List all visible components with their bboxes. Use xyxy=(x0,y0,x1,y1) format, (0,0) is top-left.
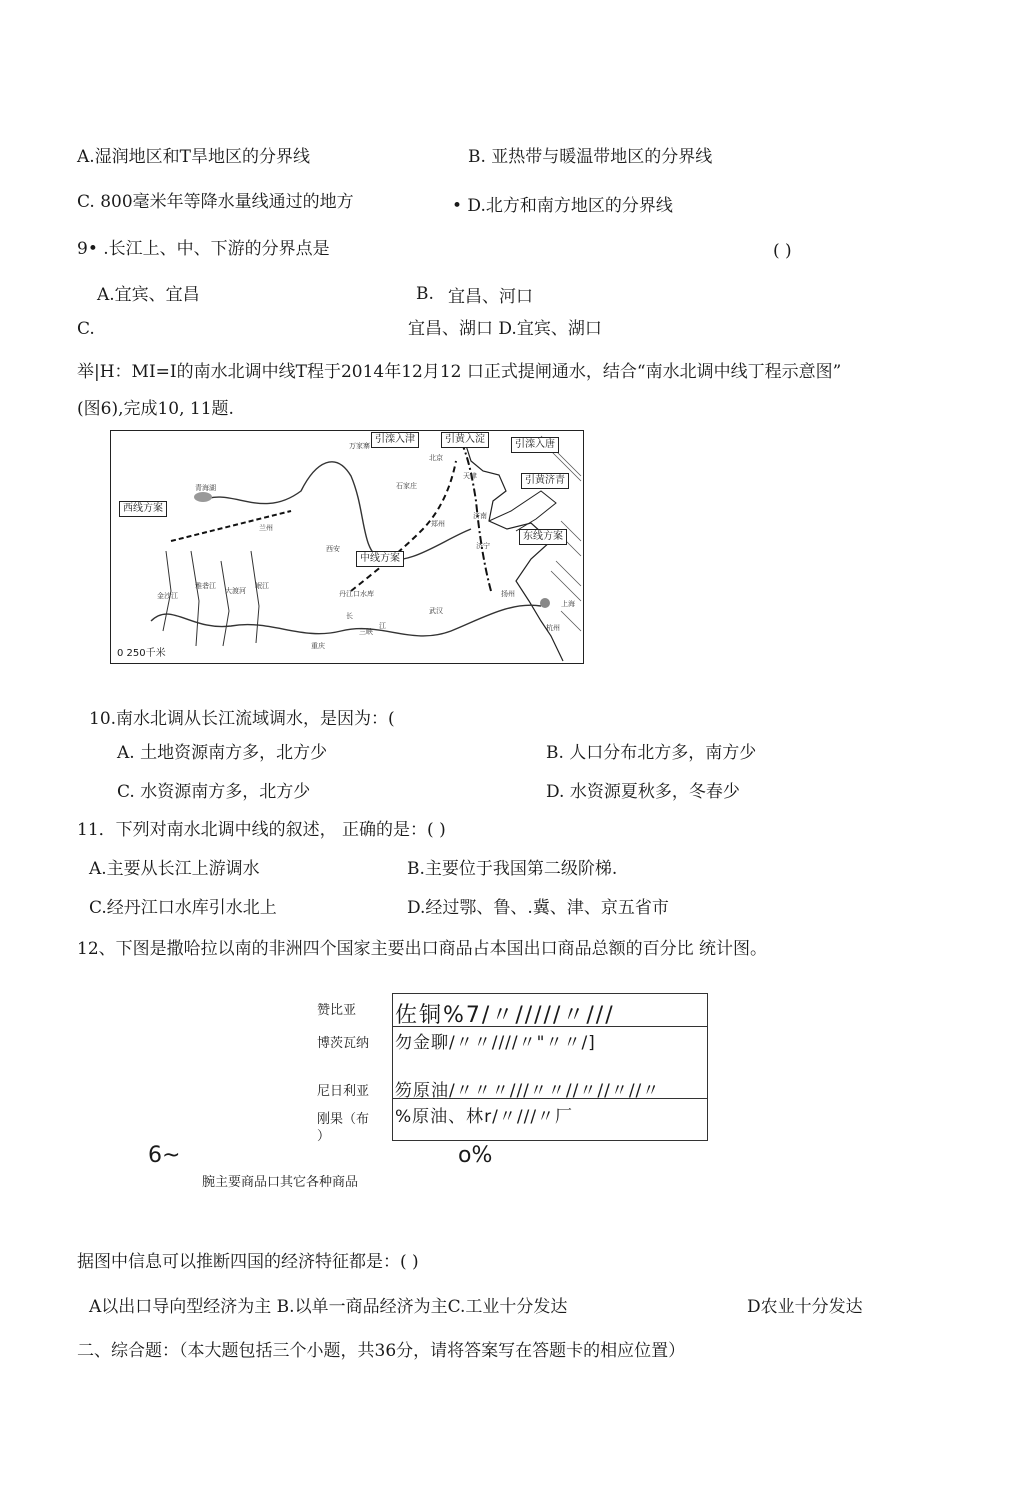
place-sanxia: 三峡 xyxy=(359,628,373,636)
place-hangzhou: 杭州 xyxy=(546,624,560,632)
intro-line-1: 举|H：MI=I的南水北调中线T程于2014年12月12 口正式提闸通水，结合“南水北调中线丁程示意图” xyxy=(77,362,842,382)
q9-option-b: 宜昌、河口 xyxy=(448,287,533,307)
bar-zambia: 佐铜%7/〃/////〃/// xyxy=(395,1003,615,1028)
place-dadu-river: 大渡河 xyxy=(225,587,246,595)
chart-legend: 腕主要商品口其它各种商品 xyxy=(202,1175,359,1190)
q10-option-a: A. 土地资源南方多，北方少 xyxy=(117,743,328,763)
place-shanghai: 上海 xyxy=(561,600,575,608)
place-jinsha-river: 金沙江 xyxy=(157,592,178,600)
place-zhengzhou: 郑州 xyxy=(431,520,445,528)
q11-option-b: B.主要位于我国第二级阶梯. xyxy=(407,859,618,879)
q9-answer-paren: ( ) xyxy=(773,241,792,261)
place-tianjin: 天津 xyxy=(463,472,477,480)
intro-line-2: (图6),完成10, 11题. xyxy=(77,399,234,419)
bar-congo: %原油、林r/〃///〃厂 xyxy=(395,1107,574,1127)
q10-option-b: B. 人口分布北方多，南方少 xyxy=(546,743,757,763)
place-yangzhou: 扬州 xyxy=(501,590,515,598)
q11-option-c: C.经丹江口水库引水北上 xyxy=(89,898,277,918)
q8-option-a: A.湿润地区和T旱地区的分界线 xyxy=(77,147,311,167)
q10-stem: 10.南水北调从长江流域调水，是因为：( xyxy=(89,709,395,729)
place-shijiazhuang: 石家庄 xyxy=(396,482,417,490)
category-label-nigeria: 尼日利亚 xyxy=(317,1084,370,1099)
place-lanzhou: 兰州 xyxy=(259,524,273,532)
category-label-botswana: 博茨瓦纳 xyxy=(317,1036,370,1051)
category-label-congo-line1: 刚果（布 xyxy=(317,1112,370,1127)
q9-option-c-label: C. xyxy=(77,319,95,339)
q8-option-b: B. 亚热带与暖温带地区的分界线 xyxy=(468,147,713,167)
south-north-water-map xyxy=(110,430,584,664)
q8-option-c: C. 800毫米年等降水量线通过的地方 xyxy=(77,192,354,212)
q12-option-d: D农业十分发达 xyxy=(747,1297,863,1317)
q12-stem: 12、下图是撒哈拉以南的非洲四个国家主要出口商品占本国出口商品总额的百分比 统计图。 xyxy=(77,939,768,959)
place-yalong-river: 雅砻江 xyxy=(195,582,216,590)
q10-option-c: C. 水资源南方多，北方少 xyxy=(117,782,311,802)
axis-label-right: o% xyxy=(458,1143,493,1168)
min-river xyxy=(251,551,259,643)
place-wanjiazhai: 万家寨 xyxy=(349,442,370,450)
place-danjiangkou: 丹江口水库 xyxy=(339,590,374,598)
place-qinghai-lake: 青海湖 xyxy=(195,484,216,492)
section-2-heading: 二、综合题：（本大题包括三个小题，共36分，请将答案写在答题卡的相应位置） xyxy=(77,1341,686,1361)
q9-option-c-d: 宜昌、湖口 D.宜宾、湖口 xyxy=(408,319,602,339)
map-scale-bar: 0 250千米 xyxy=(117,648,166,659)
q9-option-a: A.宜宾、宜昌 xyxy=(97,285,200,305)
q10-option-d: D. 水资源夏秋多，冬春少 xyxy=(546,782,740,802)
top-label-3: 引滦入唐 xyxy=(511,437,559,453)
place-chang: 长 xyxy=(346,612,353,620)
middle-route-label: 中线方案 xyxy=(356,551,404,567)
top-label-1: 引滦入津 xyxy=(371,432,419,448)
q8-option-d: • D.北方和南方地区的分界线 xyxy=(452,196,673,216)
place-jinan: 济南 xyxy=(473,512,487,520)
export-chart xyxy=(392,993,708,1141)
place-chongqing: 重庆 xyxy=(311,642,325,650)
east-route-label: 东线方案 xyxy=(519,529,567,545)
category-label-congo-line2: ） xyxy=(317,1129,331,1144)
q11-option-d: D.经过鄂、鲁、.冀、津、京五省市 xyxy=(407,898,669,918)
yalong-river xyxy=(191,551,199,646)
bar-botswana: 勿金聊/〃〃////〃"〃〃/] xyxy=(395,1033,596,1053)
map-drawing xyxy=(111,431,583,663)
q12-options-abc: A以出口导向型经济为主 B.以单一商品经济为主C.工业十分发达 xyxy=(89,1297,568,1317)
axis-label-left: 6~ xyxy=(148,1143,181,1168)
q9-option-b-label: B. xyxy=(416,284,434,304)
place-xian: 西安 xyxy=(326,545,340,553)
q11-option-a: A.主要从长江上游调水 xyxy=(89,859,260,879)
place-jining: 济宁 xyxy=(476,542,490,550)
top-label-2: 引黄入淀 xyxy=(441,432,489,448)
place-beijing: 北京 xyxy=(429,454,443,462)
west-route-line xyxy=(171,511,291,541)
dadu-river xyxy=(221,561,229,646)
place-wuhan: 武汉 xyxy=(429,607,443,615)
west-route-label: 西线方案 xyxy=(119,501,167,517)
category-label-zambia: 赞比亚 xyxy=(317,1003,357,1018)
q12-question-stem: 据图中信息可以推断四国的经济特征都是：( ) xyxy=(77,1252,419,1272)
q11-stem: 11．下列对南水北调中线的叙述， 正确的是：( ) xyxy=(77,820,446,840)
place-min-river: 岷江 xyxy=(255,582,269,590)
qinghai-lake xyxy=(194,492,212,502)
q9-stem: 9• .长江上、中、下游的分界点是 xyxy=(77,239,330,259)
place-jiang: 江 xyxy=(379,622,386,630)
taihu-lake xyxy=(540,598,550,608)
top-label-4: 引黄济青 xyxy=(521,473,569,489)
bar-nigeria: 笏原油/〃〃〃///〃〃//〃//〃//〃 xyxy=(395,1081,661,1101)
